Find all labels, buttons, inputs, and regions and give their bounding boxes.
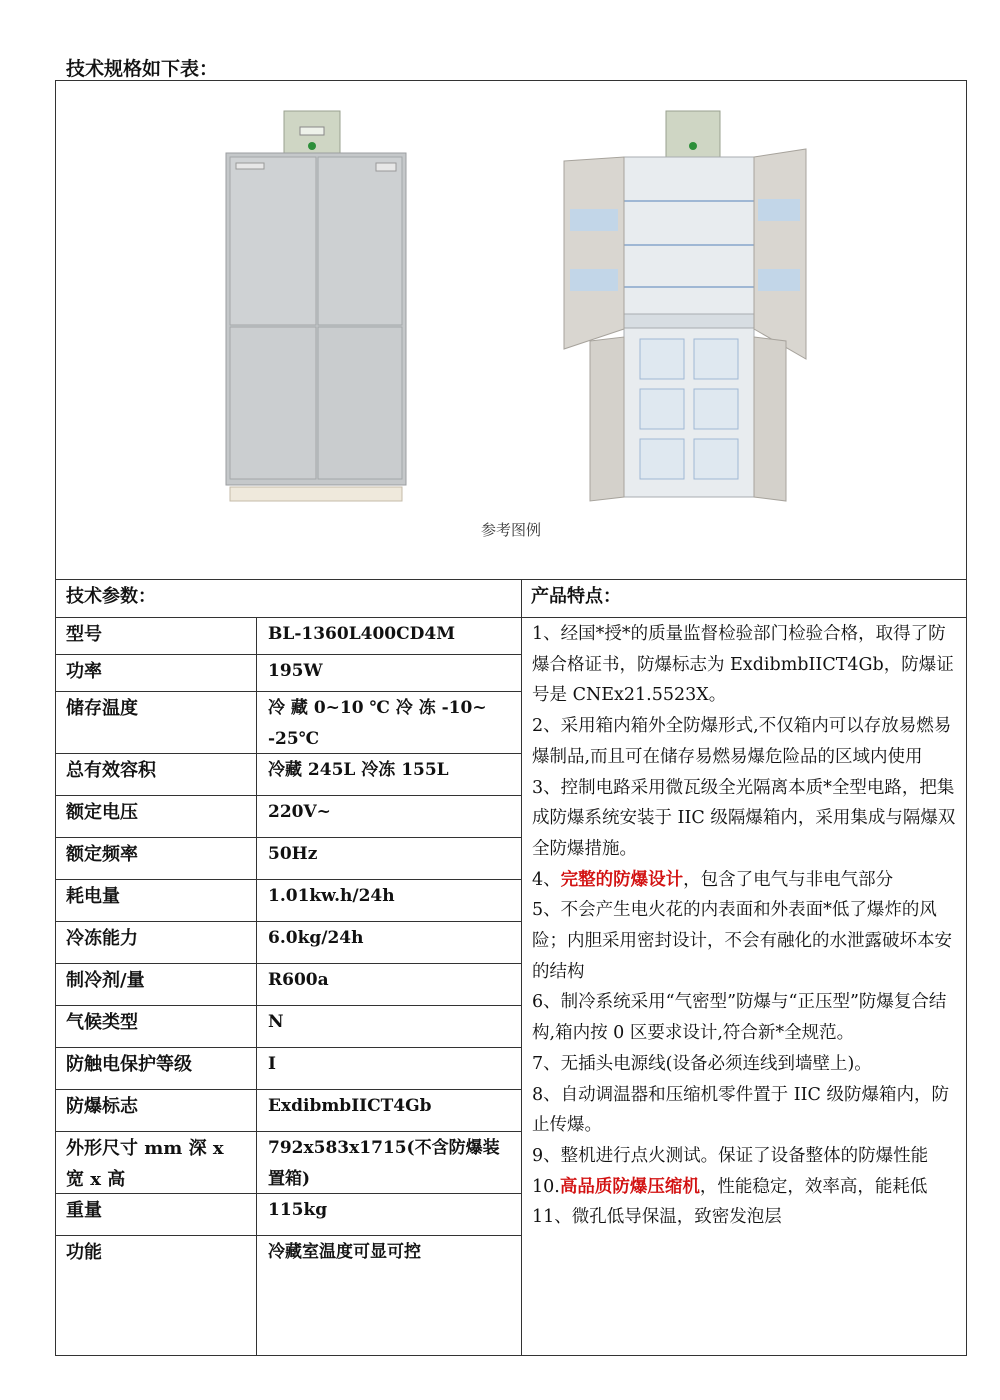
feature-highlight: 高品质防爆压缩机 xyxy=(559,1176,700,1197)
fridge-closed-image xyxy=(216,109,416,509)
row-divider xyxy=(56,753,521,754)
lower-section xyxy=(56,579,966,1355)
param-label: 制冷剂/量 xyxy=(66,970,145,991)
feature-item: 11、微孔低导保温，致密发泡层 xyxy=(532,1207,782,1228)
param-label: 储存温度 xyxy=(66,698,138,719)
row-divider xyxy=(56,654,521,655)
param-label: 冷冻能力 xyxy=(66,928,138,949)
feature-highlight: 完整的防爆设计 xyxy=(560,869,684,890)
spec-table xyxy=(55,80,967,1356)
row-divider xyxy=(56,837,521,838)
param-value: 冷 藏 0~10 ℃ 冷 冻 -10~ -25℃ xyxy=(268,698,487,749)
feature-item: 10.高品质防爆压缩机，性能稳定，效率高，能耗低 xyxy=(532,1176,928,1197)
param-label: 外形尺寸 mm 深 x 宽 x 高 xyxy=(66,1138,224,1190)
row-divider xyxy=(56,1235,521,1236)
param-value: 冷藏室温度可显可控 xyxy=(268,1242,421,1262)
param-label: 功率 xyxy=(66,661,102,682)
param-column-divider xyxy=(256,617,257,1355)
param-label: 防触电保护等级 xyxy=(66,1054,192,1075)
param-value: BL-1360L400CD4M xyxy=(268,624,456,644)
param-label: 总有效容积 xyxy=(66,760,156,781)
row-divider xyxy=(56,879,521,880)
params-title: 技术参数： xyxy=(66,586,156,607)
photo-caption: 参考图例 xyxy=(480,521,541,539)
param-value: 220V~ xyxy=(268,802,331,822)
feature-item: 7、无插头电源线(设备必须连线到墙壁上)。 xyxy=(532,1053,872,1074)
param-value: 冷藏 245L 冷冻 155L xyxy=(268,760,449,780)
row-divider xyxy=(56,1193,521,1194)
param-value: ExdibmbIICT4Gb xyxy=(268,1096,432,1116)
row-divider xyxy=(56,691,521,692)
row-divider xyxy=(56,1089,521,1090)
features-title: 产品特点： xyxy=(531,586,621,607)
param-value: 115kg xyxy=(268,1200,328,1220)
column-divider xyxy=(521,579,522,1355)
param-value: I xyxy=(268,1054,276,1074)
photo-area xyxy=(56,81,966,580)
param-label: 气候类型 xyxy=(66,1012,138,1033)
row-divider xyxy=(56,921,521,922)
feature-item: 1、经国*授*的质量监督检验部门检验合格，取得了防爆合格证书，防爆标志为 ExdibmbIICT4Gb，防爆证号是 CNEx21.5523X。 xyxy=(532,624,954,706)
param-value: R600a xyxy=(268,970,329,990)
features-list xyxy=(532,619,962,1233)
fridge-open-image xyxy=(554,109,814,509)
row-divider xyxy=(56,963,521,964)
param-value: 6.0kg/24h xyxy=(268,928,364,948)
feature-item: 4、完整的防爆设计，包含了电气与非电气部分 xyxy=(532,869,894,890)
row-divider xyxy=(56,795,521,796)
param-label: 重量 xyxy=(66,1200,102,1221)
feature-item: 2、采用箱内箱外全防爆形式,不仅箱内可以存放易燃易爆制品,而且可在储存易燃易爆危险品的区域内使用 xyxy=(532,716,952,767)
param-label: 额定频率 xyxy=(66,844,138,865)
page-heading: 技术规格如下表： xyxy=(66,58,219,80)
param-label: 功能 xyxy=(66,1242,102,1263)
param-value: N xyxy=(268,1012,284,1032)
feature-item: 3、控制电路采用微瓦级全光隔离本质*全型电路，把集成防爆系统安装于 IIC 级隔爆箱内，采用集成与隔爆双全防爆措施。 xyxy=(532,777,956,859)
param-value: 1.01kw.h/24h xyxy=(268,886,395,906)
param-label: 耗电量 xyxy=(66,886,120,907)
feature-item: 9、整机进行点火测试。保证了设备整体的防爆性能 xyxy=(532,1145,929,1166)
row-divider xyxy=(56,1005,521,1006)
param-value: 792x583x1715(不含防爆装置箱) xyxy=(268,1138,500,1189)
param-label: 防爆标志 xyxy=(66,1096,138,1117)
row-divider xyxy=(56,1047,521,1048)
feature-item: 8、自动调温器和压缩机零件置于 IIC 级防爆箱内，防止传爆。 xyxy=(532,1084,949,1136)
param-value: 50Hz xyxy=(268,844,318,864)
feature-item: 6、制冷系统采用“气密型”防爆与“正压型”防爆复合结构,箱内按 0 区要求设计,符合新*全规范。 xyxy=(532,992,947,1044)
param-label: 额定电压 xyxy=(66,802,138,823)
header-divider xyxy=(56,617,966,618)
param-value: 195W xyxy=(268,661,323,681)
param-label: 型号 xyxy=(66,624,102,645)
row-divider xyxy=(56,1131,521,1132)
feature-item: 5、不会产生电火花的内表面和外表面*低了爆炸的风险；内胆采用密封设计，不会有融化的水泄露破坏本安的结构 xyxy=(532,900,952,982)
